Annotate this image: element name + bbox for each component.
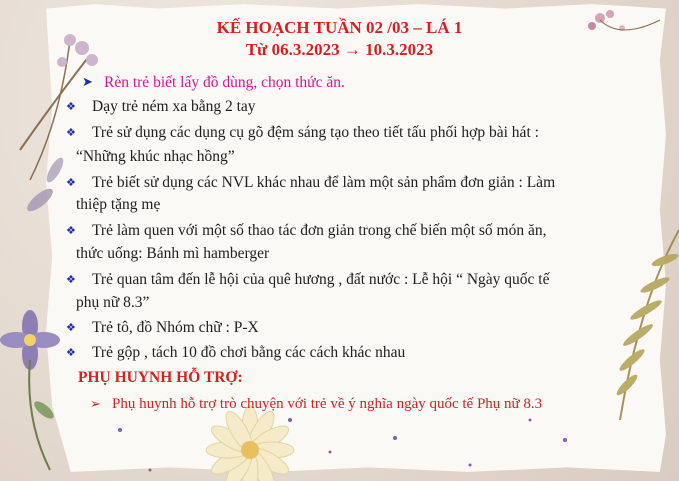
parent-support-item <box>90 396 542 413</box>
goal-continuation: “Những khúc nhạc hồng” <box>76 148 235 165</box>
diamond-bullet-icon: ❖ <box>66 225 76 237</box>
goal-text: Dạy trẻ ném xa bằng 2 tay <box>92 98 256 115</box>
goal-item <box>66 221 666 241</box>
goal-item <box>66 343 666 363</box>
scattered-dots-icon <box>118 418 567 472</box>
goal-item <box>82 72 679 92</box>
goal-continuation: phụ nữ 8.3” <box>76 294 150 311</box>
diamond-bullet-icon: ❖ <box>66 347 76 359</box>
date-range: Từ 06.3.2023 → 10.3.2023 <box>245 40 434 59</box>
goal-item <box>66 97 666 117</box>
page-title: KẾ HOẠCH TUẦN 02 /03 – LÁ 1 <box>216 18 463 37</box>
arrow-bullet-icon: ➤ <box>82 74 93 89</box>
goal-text: Trẻ biết sử dụng các NVL khác nhau để làm một sản phẩm đơn giản : Làm <box>92 174 556 191</box>
diamond-bullet-icon: ❖ <box>66 127 76 139</box>
goal-continuation: thiệp tặng mẹ <box>76 196 161 213</box>
goal-text: Trẻ sử dụng các dụng cụ gõ đệm sáng tạo theo tiết tấu phối hợp bài hát : <box>92 124 539 141</box>
diamond-bullet-icon: ❖ <box>66 322 76 334</box>
parent-support-heading: PHỤ HUYNH HỖ TRỢ: <box>78 369 243 386</box>
goal-text: Rèn trẻ biết lấy đồ dùng, chọn thức ăn. <box>104 74 345 91</box>
parent-support-text: Phụ huynh hỗ trợ trò chuyện với trẻ về ý nghĩa ngày quốc tế Phụ nữ 8.3 <box>112 396 543 412</box>
goal-text: Trẻ gộp , tách 10 đồ chơi bằng các cách khác nhau <box>92 344 406 361</box>
diamond-bullet-icon: ❖ <box>66 177 76 189</box>
goal-text: Trẻ tô, đồ Nhóm chữ : P-X <box>92 319 259 336</box>
goal-item <box>66 318 666 338</box>
goal-item <box>66 173 666 193</box>
goal-continuation: thức uống: Bánh mì hamberger <box>76 245 270 262</box>
goal-item <box>66 270 666 290</box>
diamond-bullet-icon: ❖ <box>66 101 76 113</box>
goal-text: Trẻ quan tâm đến lễ hội của quê hương , đất nước : Lễ hội “ Ngày quốc tế <box>92 271 550 288</box>
goal-item <box>66 123 666 143</box>
arrow-bullet-icon: ➢ <box>90 396 101 411</box>
diamond-bullet-icon: ❖ <box>66 274 76 286</box>
cream-flower-bottom-icon <box>206 406 294 481</box>
purple-flower-icon <box>0 310 60 470</box>
goal-text: Trẻ làm quen với một số thao tác đơn giản trong chế biến một số món ăn, <box>92 222 547 239</box>
